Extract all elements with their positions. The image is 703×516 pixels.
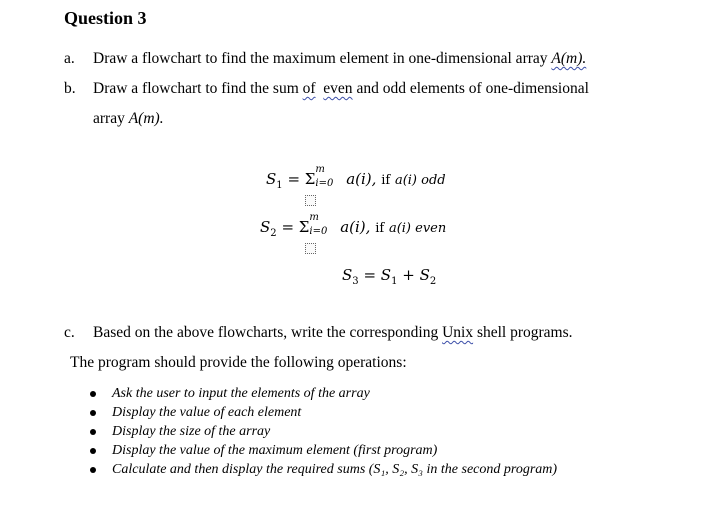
list-item: Display the value of the maximum element (first program) — [88, 441, 557, 460]
item-c — [64, 324, 703, 344]
list-item: Display the value of each element — [88, 403, 557, 422]
item-b-label: b. — [64, 80, 76, 97]
bullet-icon — [90, 391, 96, 397]
bullet-icon — [90, 467, 96, 473]
formula-s1: $S_1 = \Sigma$ m i=0 a(i), if a(i) odd — [266, 164, 446, 191]
operations-list — [88, 384, 557, 479]
item-c-text: Based on the above flowcharts, write the corresponding Unix shell programs. — [93, 324, 573, 341]
item-b-text-line2: array A(m). — [93, 110, 164, 127]
list-item: Display the size of the array — [88, 422, 557, 441]
formula-s3: $S_3 = S_1 + S_2$ — [342, 266, 437, 287]
item-b — [64, 80, 703, 100]
item-a — [64, 50, 703, 70]
bullet-icon — [90, 410, 96, 416]
question-title: Question 3 — [64, 8, 147, 28]
item-c-label: c. — [64, 324, 75, 341]
item-a-text: Draw a flowchart to find the maximum element in one-dimensional array A(m). — [93, 50, 587, 67]
item-b-text: Draw a flowchart to find the sum of even and odd elements of one-dimensional — [93, 80, 589, 97]
equation-placeholder-box — [305, 195, 316, 206]
bullet-icon — [90, 429, 96, 435]
bullet-icon — [90, 448, 96, 454]
program-intro: The program should provide the following operations: — [70, 354, 407, 371]
list-item: Calculate and then display the required sums (S₁, S₂, S₃ in the second program) — [88, 460, 557, 479]
list-item: Ask the user to input the elements of the array — [88, 384, 557, 403]
formula-s2: $S_2 = \Sigma$ m i=0 a(i), if a(i) even — [260, 212, 447, 239]
equation-placeholder-box — [305, 243, 316, 254]
item-a-label: a. — [64, 50, 75, 67]
